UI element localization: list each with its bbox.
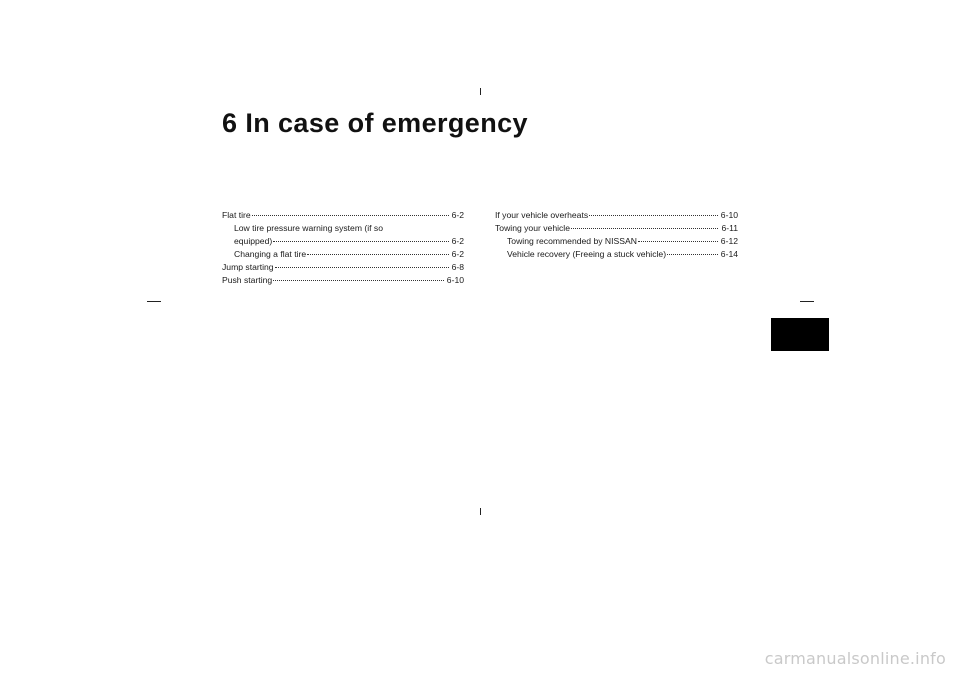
toc-leader-dots — [571, 228, 718, 229]
toc-entry-page: 6-10 — [446, 275, 464, 285]
crop-mark-left — [147, 301, 161, 302]
toc-entry-low-tire-pressure-line2[interactable] — [222, 235, 464, 248]
toc-entry-label: Push starting — [222, 275, 273, 285]
toc-entry-label: Flat tire — [222, 210, 251, 220]
toc-leader-dots — [273, 280, 444, 281]
toc-entry-page: 6-2 — [451, 249, 464, 259]
chapter-thumb-tab — [771, 318, 829, 351]
toc-leader-dots — [589, 215, 718, 216]
toc-leader-dots — [273, 241, 448, 242]
toc-entry-low-tire-pressure-line1[interactable] — [222, 222, 464, 235]
toc-entry-page: 6-12 — [720, 236, 738, 246]
watermark: carmanualsonline.info — [764, 649, 946, 668]
crop-mark-right — [800, 301, 814, 302]
toc-entry-page: 6-8 — [451, 262, 464, 272]
toc-entry-label: Low tire pressure warning system (if so — [234, 223, 384, 233]
toc-entry-page: 6-2 — [451, 210, 464, 220]
toc-entry-label: Vehicle recovery (Freeing a stuck vehicle) — [507, 249, 667, 259]
chapter-title: 6 In case of emergency — [222, 108, 528, 138]
toc-entry-label: equipped) — [234, 236, 273, 246]
toc-leader-dots — [307, 254, 448, 255]
toc-entry-vehicle-recovery[interactable] — [495, 248, 738, 261]
toc-entry-vehicle-overheats[interactable] — [495, 209, 738, 222]
crop-mark-bottom — [480, 508, 481, 515]
toc-entry-towing-vehicle[interactable] — [495, 222, 738, 235]
toc-entry-page: 6-10 — [720, 210, 738, 220]
toc-entry-label: Towing your vehicle — [495, 223, 570, 233]
toc-entry-label: If your vehicle overheats — [495, 210, 589, 220]
toc-entry-push-starting[interactable] — [222, 274, 464, 287]
toc-entry-page: 6-2 — [451, 236, 464, 246]
toc-entry-page: 6-14 — [720, 249, 738, 259]
toc-leader-dots — [275, 267, 449, 268]
toc-leader-dots — [667, 254, 718, 255]
toc-right-column — [495, 209, 738, 261]
toc-entry-flat-tire[interactable] — [222, 209, 464, 222]
toc-leader-dots — [638, 241, 718, 242]
toc-entry-towing-recommended[interactable] — [495, 235, 738, 248]
toc-entry-jump-starting[interactable] — [222, 261, 464, 274]
toc-entry-changing-flat-tire[interactable] — [222, 248, 464, 261]
toc-entry-label: Jump starting — [222, 262, 274, 272]
toc-entry-page: 6-11 — [721, 223, 738, 233]
toc-left-column — [222, 209, 464, 287]
toc-leader-dots — [252, 215, 449, 216]
toc-entry-label: Changing a flat tire — [234, 249, 307, 259]
crop-mark-top — [480, 88, 481, 95]
toc-entry-label: Towing recommended by NISSAN — [507, 236, 637, 246]
